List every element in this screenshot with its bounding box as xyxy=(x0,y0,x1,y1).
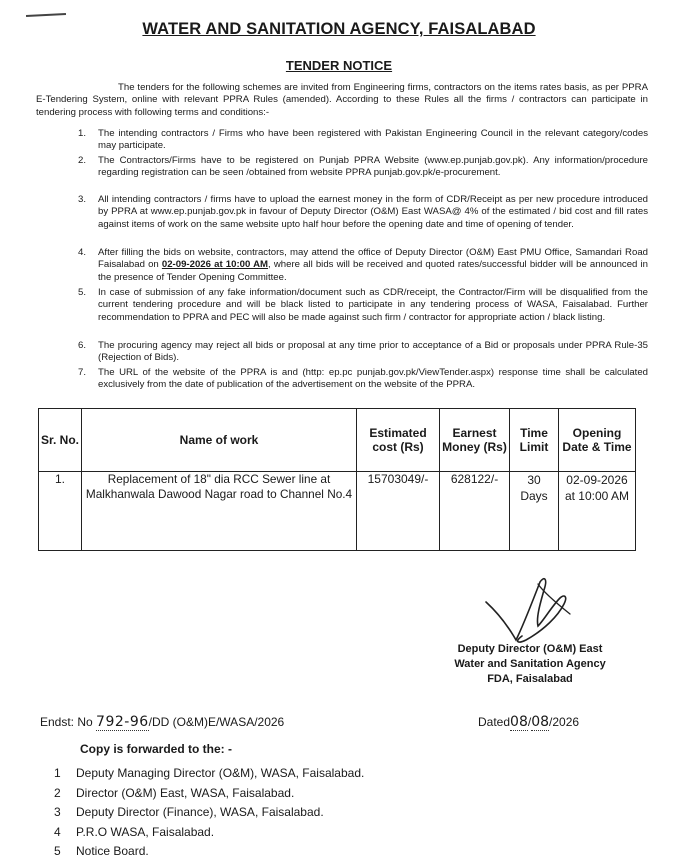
term-text: All intending contractors / firms have to upload the earnest money in the form of CDR/Receipt as per new procedure introduced by PPRA at www.ep.punjab.gov.pk in favour of Deputy Director (O&M) East WASA@ 4% of the estimated / bid cost and fill rates against items of work on the same website upto half hour before the opening date and time of opening of tender. xyxy=(98,194,648,230)
endorsement-prefix: Endst: No xyxy=(40,715,93,729)
opening-date: 02-09-2026 xyxy=(566,473,628,487)
cell-sr-no: 1. xyxy=(39,472,82,551)
header-sr-no: Sr. No. xyxy=(39,409,82,472)
copy-number: 3 xyxy=(54,805,61,820)
header-opening-date: Opening Date & Time xyxy=(559,409,636,472)
term-text: , where all bids will be received and quoted rates/successful bidder will be announced in the presence of Tender Opening Committee. xyxy=(98,259,649,283)
agency-title: WATER AND SANITATION AGENCY, FAISALABAD xyxy=(142,20,536,38)
header-name-of-work: Name of work xyxy=(82,409,357,472)
table-header-row xyxy=(39,409,636,472)
list-item xyxy=(54,784,364,804)
intro-paragraph: The tenders for the following schemes are invited from Engineering firms, contractors on the items rates basis, as per PPRA E-Tendering System, online with relevant PPRA Rules (amended). According to these Rules all the firms / contractors can participate in tendering process with following terms and conditions:- xyxy=(36,82,648,118)
dated-year: /2026 xyxy=(549,715,580,729)
tender-table xyxy=(38,408,636,551)
term-item xyxy=(36,155,648,193)
table-row xyxy=(39,472,636,551)
signatory-designation: Deputy Director (O&M) East xyxy=(457,643,603,655)
term-item xyxy=(36,128,648,154)
term-item xyxy=(36,247,648,286)
copy-number: 1 xyxy=(54,766,61,780)
cell-estimated-cost: 15703049/- xyxy=(357,472,440,551)
cell-opening-date xyxy=(559,472,636,551)
term-item xyxy=(36,367,648,393)
time-limit-number: 30 xyxy=(527,473,541,487)
copy-recipient: Deputy Managing Director (O&M), WASA, Faisalabad. xyxy=(76,766,365,780)
cell-earnest-money: 628122/- xyxy=(440,472,510,551)
dated-label: Dated xyxy=(478,715,511,729)
cell-name-of-work: Replacement of 18" dia RCC Sewer line at Malkhanwala Dawood Nagar road to Channel No.4 xyxy=(82,472,357,551)
copy-number: 5 xyxy=(54,844,61,859)
list-item xyxy=(54,764,364,784)
copy-recipient: Director (O&M) East, WASA, Faisalabad. xyxy=(76,785,295,800)
term-text: In case of submission of any fake information/document such as CDR/receipt, the Contractor/Firm will be disqualified from the current tendering procedure and will be black listed to participate in any tendering process of WASA, Faisalabad. Further recommendation to PPRA and PEC will also be made against such firm / contractor for appropriate action / black listing. xyxy=(98,287,648,323)
term-number: 6. xyxy=(78,340,87,351)
endorsement-suffix: /DD (O&M)E/WASA/2026 xyxy=(148,715,285,729)
term-number: 4. xyxy=(78,247,87,258)
dated-month: 08 xyxy=(531,714,550,730)
list-item xyxy=(54,823,364,843)
notice-title: TENDER NOTICE xyxy=(285,58,393,73)
copy-recipient: Deputy Director (Finance), WASA, Faisalabad. xyxy=(76,805,324,820)
copy-recipient: P.R.O WASA, Faisalabad. xyxy=(76,824,215,839)
term-number: 5. xyxy=(78,287,87,298)
copy-recipient: Notice Board. xyxy=(76,844,149,859)
endorsement-date: Dated08/08/2026 xyxy=(478,714,580,730)
term-text: The intending contractors / Firms who have been registered with Pakistan Engineering Council in the relevant category/codes may participate. xyxy=(98,128,648,152)
signatory-block xyxy=(430,642,630,687)
term-text: The URL of the website of the PPRA is and (http: ep.pc punjab.gov.pk/ViewTender.aspx) response time shall be calculated exclusively from the date of publication of the advertisement on the website of the PPRA. xyxy=(98,367,648,391)
term-number: 1. xyxy=(78,128,87,139)
header-earnest-money: Earnest Money (Rs) xyxy=(440,409,510,472)
copy-number: 2 xyxy=(54,785,61,800)
term-text: The procuring agency may reject all bids or proposal at any time prior to acceptance of a Bid or proposals under PPRA Rule-35 (Rejection of Bids). xyxy=(98,340,648,364)
opening-time: at 10:00 AM xyxy=(564,489,630,503)
list-item xyxy=(54,803,364,823)
signatory-location: FDA, Faisalabad xyxy=(487,673,573,685)
dated-day: 08 xyxy=(510,714,528,730)
term-number: 7. xyxy=(78,367,87,378)
term-number: 3. xyxy=(78,194,87,205)
endorsement-number xyxy=(40,714,284,731)
signatory-agency: Water and Sanitation Agency xyxy=(454,658,606,670)
header-estimated-cost: Estimated cost (Rs) xyxy=(357,409,440,472)
terms-list xyxy=(36,128,648,394)
pen-mark xyxy=(26,13,66,17)
time-limit-unit: Days xyxy=(520,489,548,503)
term-number: 2. xyxy=(78,155,87,166)
term-text: After filling the bids on website, contractors, may attend the office of Deputy Director (O&M) East PMU Office, Samandari Road Faisalabad on xyxy=(98,247,648,271)
copy-number: 4 xyxy=(54,824,61,839)
term-item xyxy=(36,287,648,339)
term-item xyxy=(36,194,648,246)
opening-datetime-highlight: 02-09-2026 at 10:00 AM xyxy=(161,259,269,271)
term-item xyxy=(36,340,648,366)
copy-list xyxy=(54,764,364,862)
header-time-limit: Time Limit xyxy=(510,409,559,472)
endorsement-handwritten-number: 792-96 xyxy=(96,714,149,730)
list-item xyxy=(54,842,364,862)
handwritten-signature xyxy=(478,568,588,648)
copy-forwarded-title: Copy is forwarded to the: - xyxy=(80,742,233,756)
cell-time-limit xyxy=(510,472,559,551)
term-text: The Contractors/Firms have to be registered on Punjab PPRA Website (www.ep.punjab.gov.pk). Any information/procedure regarding registration can be seen /obtained from website PPRA punjab.gov.pk/e-procurement. xyxy=(98,155,648,179)
